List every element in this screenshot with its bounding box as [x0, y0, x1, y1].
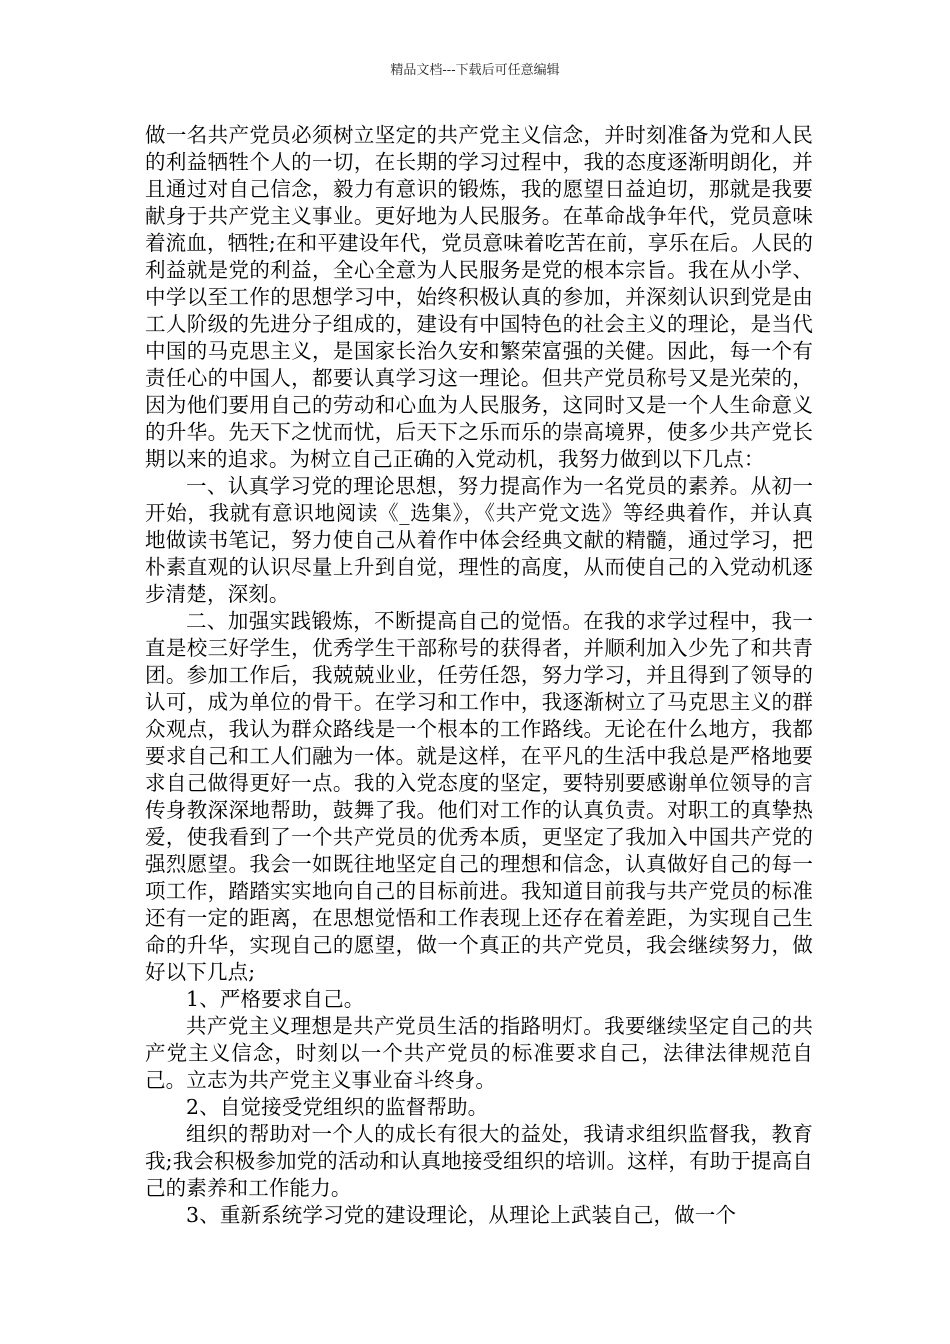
paragraph-point-one: 一、认真学习党的理论思想，努力提高作为一名党员的素养。从初一开始，我就有意识地阅读《_选集》，《共产党文选》等经典着作，并认真地做读书笔记，努力使自己从着作中体会经典文献的精髓，通过学习，把朴素直观的认识尽量上升到自觉，理性的高度，从而使自己的入党动机逐步清楚，深刻。 [145, 474, 813, 606]
page-header: 精品文档---下载后可任意编辑 [390, 63, 560, 78]
document-body [145, 122, 813, 1229]
list-heading-3: 3、重新系统学习党的建设理论，从理论上武装自己，做一个 [186, 1203, 737, 1227]
paragraph-item-2: 组织的帮助对一个人的成长有很大的益处，我请求组织监督我，教育我;我会积极参加党的活动和认真地接受组织的培训。这样，有助于提高自己的素养和工作能力。 [145, 1122, 813, 1200]
paragraph-point-two: 二、加强实践锻炼，不断提高自己的觉悟。在我的求学过程中，我一直是校三好学生，优秀学生干部称号的获得者，并顺利加入少先了和共青团。参加工作后，我兢兢业业，任劳任怨，努力学习，并且得到了领导的认可，成为单位的骨干。在学习和工作中，我逐渐树立了马克思主义的群众观点，我认为群众路线是一个根本的工作路线。无论在什么地方，我都要求自己和工人们融为一体。就是这样，在平凡的生活中我总是严格地要求自己做得更好一点。我的入党态度的坚定，要特别要感谢单位领导的言传身教深深地帮助，鼓舞了我。他们对工作的认真负责。对职工的真挚热爱，使我看到了一个共产党员的优秀本质，更坚定了我加入中国共产党的强烈愿望。我会一如既往地坚定自己的理想和信念，认真做好自己的每一项工作，踏踏实实地向自己的目标前进。我知道目前我与共产党员的标准还有一定的距离，在思想觉悟和工作表现上还存在着差距，为实现自己生命的升华，实现自己的愿望，做一个真正的共产党员，我会继续努力，做好以下几点; [145, 609, 813, 984]
paragraph-intro: 做一名共产党员必须树立坚定的共产党主义信念，并时刻准备为党和人民的利益牺牲个人的一切，在长期的学习过程中，我的态度逐渐明朗化，并且通过对自己信念，毅力有意识的锻炼，我的愿望日益迫切，那就是我要献身于共产党主义事业。更好地为人民服务。在革命战争年代，党员意味着流血，牺牲;在和平建设年代，党员意味着吃苦在前，享乐在后。人民的利益就是党的利益，全心全意为人民服务是党的根本宗旨。我在从小学、中学以至工作的思想学习中，始终积极认真的参加，并深刻认识到党是由工人阶级的先进分子组成的，建设有中国特色的社会主义的理论，是当代中国的马克思主义，是国家长治久安和繁荣富强的关健。因此，每一个有责任心的中国人，都要认真学习这一理论。但共产党员称号又是光荣的，因为他们要用自己的劳动和心血为人民服务，这同时又是一个人生命意义的升华。先天下之忧而忧，后天下之乐而乐的崇高境界，使多少共产党长期以来的追求。为树立自己正确的入党动机，我努力做到以下几点： [145, 123, 813, 471]
list-heading-1: 1、严格要求自己。 [186, 987, 365, 1011]
paragraph-item-1: 共产党主义理想是共产党员生活的指路明灯。我要继续坚定自己的共产党主义信念，时刻以一个共产党员的标准要求自己，法律法律规范自己。立志为共产党主义事业奋斗终身。 [145, 1014, 813, 1092]
list-heading-2: 2、自觉接受党组织的监督帮助。 [186, 1095, 489, 1119]
